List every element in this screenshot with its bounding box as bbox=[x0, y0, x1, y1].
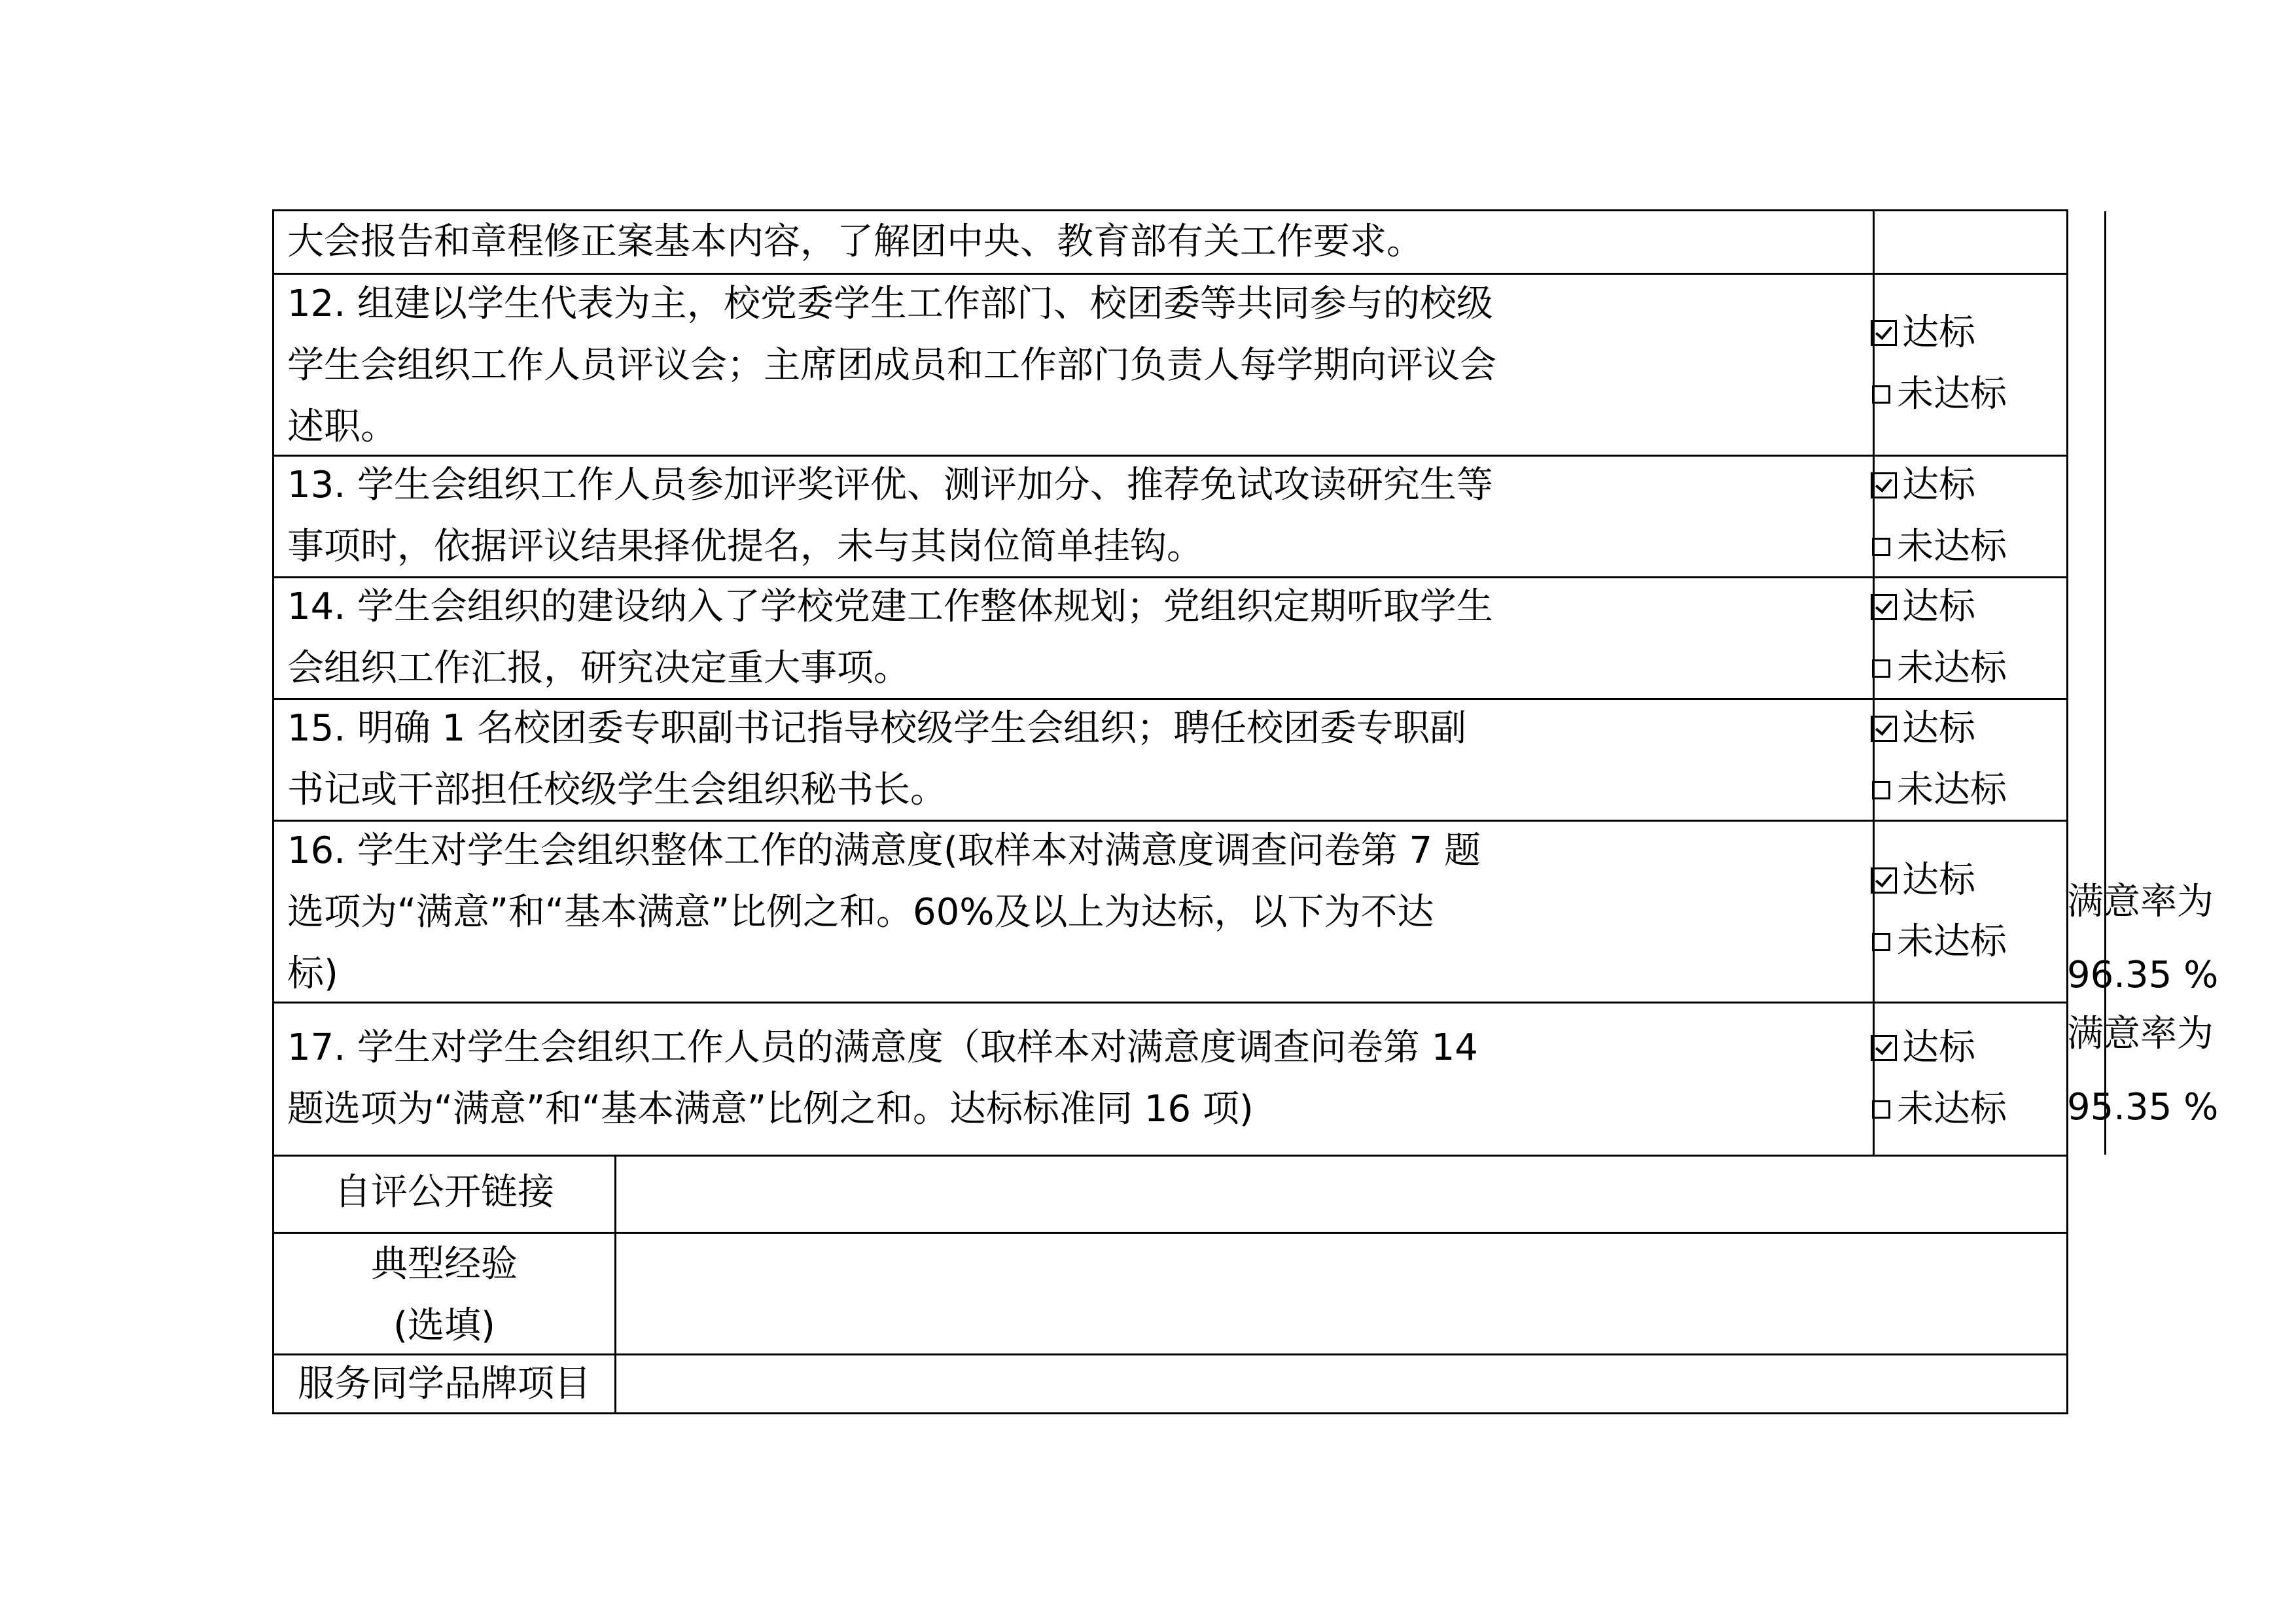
status-option-pass[interactable] bbox=[1871, 698, 2093, 759]
empty-checkbox-icon[interactable] bbox=[1872, 659, 1890, 678]
status-16 bbox=[1871, 850, 2093, 973]
status-label: 未达标 bbox=[1897, 525, 2007, 568]
status-13 bbox=[1871, 455, 2093, 578]
satisfaction-value: 95.35 % bbox=[2067, 1086, 2219, 1128]
status-label: 未达标 bbox=[1897, 373, 2007, 415]
satisfaction-17 bbox=[2067, 998, 2296, 1144]
item-text-12: 12. 组建以学生代表为主，校党委学生工作部门、校团委等共同参与的校级 学生会组织工作人员评议会；主席团成员和工作部门负责人每学期向评议会 述职。 bbox=[287, 283, 1496, 448]
empty-checkbox-icon[interactable] bbox=[1872, 538, 1890, 556]
status-option-pass[interactable] bbox=[1871, 1017, 2093, 1079]
status-label: 达标 bbox=[1902, 464, 1975, 506]
item-text-16: 16. 学生对学生会组织整体工作的满意度(取样本对满意度调查问卷第 7 题 选项为“满意”和“基本满意”比例之和。60%及以上为达标，以下为不达 标) bbox=[287, 829, 1481, 995]
checked-checkbox-icon[interactable] bbox=[1871, 472, 1897, 498]
self-evaluation-link-field[interactable] bbox=[618, 1157, 2066, 1232]
status-label: 未达标 bbox=[1897, 1088, 2007, 1130]
status-option-fail[interactable] bbox=[1871, 911, 2093, 973]
checked-checkbox-icon[interactable] bbox=[1871, 716, 1897, 742]
status-option-pass[interactable] bbox=[1871, 850, 2093, 911]
satisfaction-label: 满意率为 bbox=[2067, 1013, 2214, 1055]
self-evaluation-link-label: 自评公开链接 bbox=[334, 1171, 554, 1213]
status-14 bbox=[1871, 576, 2093, 699]
status-label: 未达标 bbox=[1897, 920, 2007, 963]
checked-checkbox-icon[interactable] bbox=[1871, 320, 1897, 346]
item-text-15: 15. 明确 1 名校团委专职副书记指导校级学生会组织；聘任校团委专职副 书记或干部担任校级学生会组织秘书长。 bbox=[287, 707, 1467, 811]
typical-experience-field[interactable] bbox=[618, 1234, 2066, 1353]
satisfaction-16 bbox=[2067, 865, 2296, 1012]
evaluation-table bbox=[272, 209, 2219, 1414]
status-option-pass[interactable] bbox=[1871, 302, 2093, 364]
status-option-pass[interactable] bbox=[1871, 576, 2093, 638]
item-text-continued: 大会报告和章程修正案基本内容，了解团中央、教育部有关工作要求。 bbox=[287, 220, 1423, 263]
status-label: 未达标 bbox=[1897, 647, 2007, 689]
empty-checkbox-icon[interactable] bbox=[1872, 1100, 1890, 1119]
service-brand-label: 服务同学品牌项目 bbox=[298, 1363, 591, 1405]
column-divider bbox=[614, 1155, 616, 1414]
satisfaction-value: 96.35 % bbox=[2067, 954, 2219, 996]
status-label: 达标 bbox=[1902, 707, 1975, 750]
status-label: 达标 bbox=[1902, 859, 1975, 901]
checked-checkbox-icon[interactable] bbox=[1871, 1035, 1897, 1061]
status-label: 达标 bbox=[1902, 585, 1975, 628]
status-12 bbox=[1871, 302, 2093, 425]
checked-checkbox-icon[interactable] bbox=[1871, 594, 1897, 620]
status-option-fail[interactable] bbox=[1871, 1079, 2093, 1140]
status-option-fail[interactable] bbox=[1871, 364, 2093, 425]
status-15 bbox=[1871, 698, 2093, 821]
status-option-pass[interactable] bbox=[1871, 455, 2093, 516]
typical-experience-label: 典型经验 (选填) bbox=[371, 1243, 518, 1347]
item-text-13: 13. 学生会组织工作人员参加评奖评优、测评加分、推荐免试攻读研究生等 事项时，依据评议结果择优提名，未与其岗位简单挂钩。 bbox=[287, 464, 1493, 568]
status-17 bbox=[1871, 1017, 2093, 1140]
checked-checkbox-icon[interactable] bbox=[1871, 867, 1897, 894]
status-label: 达标 bbox=[1902, 1026, 1975, 1069]
empty-checkbox-icon[interactable] bbox=[1872, 781, 1890, 799]
status-label: 达标 bbox=[1902, 311, 1975, 354]
empty-checkbox-icon[interactable] bbox=[1872, 385, 1890, 404]
status-option-fail[interactable] bbox=[1871, 516, 2093, 578]
empty-checkbox-icon[interactable] bbox=[1872, 933, 1890, 951]
item-text-17: 17. 学生对学生会组织工作人员的满意度（取样本对满意度调查问卷第 14 题选项为“满意”和“基本满意”比例之和。达标标准同 16 项) bbox=[287, 1026, 1478, 1130]
status-label: 未达标 bbox=[1897, 769, 2007, 811]
item-text-14: 14. 学生会组织的建设纳入了学校党建工作整体规划；党组织定期听取学生 会组织工作汇报，研究决定重大事项。 bbox=[287, 585, 1493, 689]
status-option-fail[interactable] bbox=[1871, 638, 2093, 699]
satisfaction-label: 满意率为 bbox=[2067, 881, 2214, 923]
status-option-fail[interactable] bbox=[1871, 759, 2093, 821]
service-brand-field[interactable] bbox=[618, 1355, 2066, 1414]
